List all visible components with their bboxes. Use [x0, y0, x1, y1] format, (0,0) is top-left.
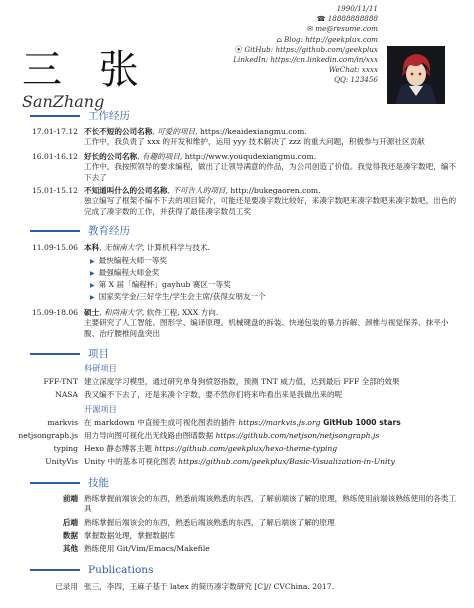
wechat-line: WeChat: xxxx — [328, 65, 378, 75]
project-url[interactable]: http://www.youqudexiangmu.com. — [184, 152, 317, 161]
project-description: 我又编不下去了，还是来凑个字数，要不然你们将来咋看出来是我做出来的呢 — [84, 390, 343, 399]
work-date: 17.01-17.12 — [31, 127, 78, 136]
work-date: 15.01-15.12 — [31, 186, 78, 195]
school-name: , 无恼南大学 — [99, 243, 142, 252]
company-name: 好长的公司名称 — [84, 152, 138, 161]
project-description: 用力导向图可视化出无线路由图谱数据 — [84, 431, 216, 440]
degree: 本科 — [84, 243, 100, 252]
section-bar — [30, 482, 80, 484]
work-description: 工作中，我按照领导的要求编程，做出了让领导满意的作品，为公司创造了价值。我觉得我还是凑字数吧，编不下去了 — [84, 162, 457, 182]
company-name: 不知道叫什么的公司名称 — [84, 186, 168, 195]
resume-name: 三 张 — [22, 47, 151, 93]
research-projects-label: 科研项目 — [84, 363, 117, 373]
project-remark: , 可爱的项目, — [152, 127, 200, 136]
project-name: markvis — [47, 418, 78, 427]
award-item: ▶ 最快编程大师一等奖 — [90, 256, 167, 265]
github-stars: GitHub 1000 stars — [320, 418, 401, 427]
project-url[interactable]: https://github.com/netjson/netjsongraph.js — [215, 431, 380, 440]
section-bar — [30, 230, 80, 232]
project-name: typing — [53, 444, 78, 453]
skill-label: 后端 — [62, 518, 78, 527]
linkedin-line[interactable]: LinkedIn: https://cn.linkedin.com/in/xxx — [233, 55, 378, 65]
section-bar — [30, 115, 80, 117]
skill-label: 数据 — [62, 531, 78, 540]
work-description: 工作中，我负责了 xxx 的开发和维护，运用 yyy 技术解决了 zzz 的重大问题，积极参与开源社区贡献 — [84, 137, 425, 147]
project-description: 在 markdown 中直接生成可视化图表的插件 — [84, 418, 239, 427]
github-line[interactable]: ⦿ GitHub: https://github.com/geekplux — [235, 44, 378, 54]
project-description: 建立深度学习模型，通过研究单身狗愤怒指数，预测 TNT 威力值，达到最后 FFF 全部的效果 — [84, 377, 400, 386]
work-date: 16.01-16.12 — [31, 152, 78, 161]
project-remark: , 有趣的项目, — [137, 152, 185, 161]
phone-line: ☎ 18888888888 — [316, 14, 378, 24]
github-icon: ⦿ — [235, 44, 243, 54]
skill-description: 熟练掌握后端该会的东西，熟悉后端该熟悉的东西，了解后端该了解的原理 — [84, 518, 335, 527]
company-name: 不长不短的公司名称 — [84, 127, 153, 136]
major: , 计算机科学与技术. — [141, 243, 210, 252]
profile-photo — [387, 46, 445, 104]
degree: 硕士 — [84, 308, 100, 317]
project-url[interactable]: http://bukegaoren.com. — [230, 186, 321, 195]
skill-description: 熟练使用 Git/Vim/Emacs/Makefile — [84, 544, 210, 553]
section-title-projects: 项目 — [88, 348, 109, 360]
triangle-bullet-icon: ▶ — [90, 270, 95, 277]
skill-label: 前端 — [62, 494, 78, 503]
award-item: ▶ 最强编程大师金奖 — [90, 268, 160, 277]
project-url[interactable]: https://markvis.js.org — [238, 418, 321, 427]
section-education — [0, 224, 474, 238]
education-date: 11.09-15.06 — [31, 243, 78, 252]
project-url[interactable]: https://github.com/geekplux/Basic-Visualization-in-Unity — [178, 457, 395, 466]
project-name: UnityVis — [45, 457, 78, 466]
project-name: FFF-TNT — [43, 377, 78, 386]
blog-icon: ⌂ — [276, 34, 282, 44]
project-url[interactable]: https://keaidexiangmu.com. — [199, 127, 307, 136]
contact-block — [231, 4, 378, 86]
qq-line: QQ: 123456 — [334, 75, 378, 85]
award-item: ▶ 国家奖学金/三好学生/学生会主席/获得女朋友一个 — [90, 292, 266, 301]
opensource-projects-label: 开源项目 — [84, 404, 117, 414]
email-line[interactable]: ✉ me@resume.com — [307, 24, 378, 34]
education-description: 主要研究了人工智能、图形学、编译原理、机械键盘的拆装、快递包装的暴力拆解、颈椎与视觉保养、抹平小腹、治疗腰椎间盘突出 — [84, 318, 449, 338]
major: , 软件工程, XXX 方向. — [141, 308, 219, 317]
project-url[interactable]: https://github.com/geekplux/hexo-theme-typing — [154, 444, 338, 453]
school-name: , 和尚南大学 — [99, 308, 142, 317]
blog-line[interactable]: ⌂ Blog: http://geekplux.com — [276, 34, 378, 44]
project-name: netjsongraph.js — [18, 431, 78, 440]
birthday-line: 1990/11/11 — [336, 4, 378, 13]
section-bar — [30, 353, 80, 355]
section-work — [0, 109, 474, 123]
publication-citation: 张三，李四，王麻子基于 latex 的简历凑字数研究 [C]// CVChina. 2017. — [84, 582, 334, 591]
triangle-bullet-icon: ▶ — [90, 294, 95, 301]
publication-status: 已录用 — [55, 582, 78, 591]
project-remark: , 不可告人的项目, — [167, 186, 231, 195]
email-icon: ✉ — [307, 24, 314, 34]
section-title-education: 教育经历 — [88, 225, 130, 237]
triangle-bullet-icon: ▶ — [90, 282, 95, 289]
skill-description: 熟练掌握前端该会的东西，熟悉前端该熟悉的东西，了解前端该了解的原理，熟练使用前端该熟练使用的各类工具 — [84, 494, 457, 514]
avatar-illustration — [387, 46, 445, 104]
section-bar — [30, 569, 80, 571]
section-title-work: 工作经历 — [88, 110, 130, 122]
project-description: Unity 中的基本可视化图表 — [84, 457, 179, 466]
project-name: NASA — [55, 390, 78, 399]
section-publications — [0, 563, 474, 577]
resume-pinyin-name: SanZhang — [22, 92, 105, 111]
triangle-bullet-icon: ▶ — [90, 258, 95, 265]
project-description: Hexo 静态博客主题 — [84, 444, 155, 453]
education-date: 15.09-18.06 — [31, 308, 78, 317]
section-title-publications: Publications — [88, 564, 154, 576]
section-projects — [0, 347, 474, 361]
skill-description: 掌握数据处理，掌握数据库 — [84, 531, 176, 540]
award-item: ▶ 第 X 届「编程杯」gayhub 赛区一等奖 — [90, 280, 231, 289]
work-description: 独立编写了框架不编不下去的项目简介，可能还是要凑字数比较好，来凑字数吧来凑字数吧来凑字数吧，出色的完成了凑字数的工作，并获得了最佳凑字数员工奖 — [84, 196, 457, 216]
section-skills — [0, 476, 474, 490]
skill-label: 其他 — [62, 544, 78, 553]
phone-icon: ☎ — [316, 14, 326, 24]
section-title-skills: 技能 — [88, 477, 109, 489]
